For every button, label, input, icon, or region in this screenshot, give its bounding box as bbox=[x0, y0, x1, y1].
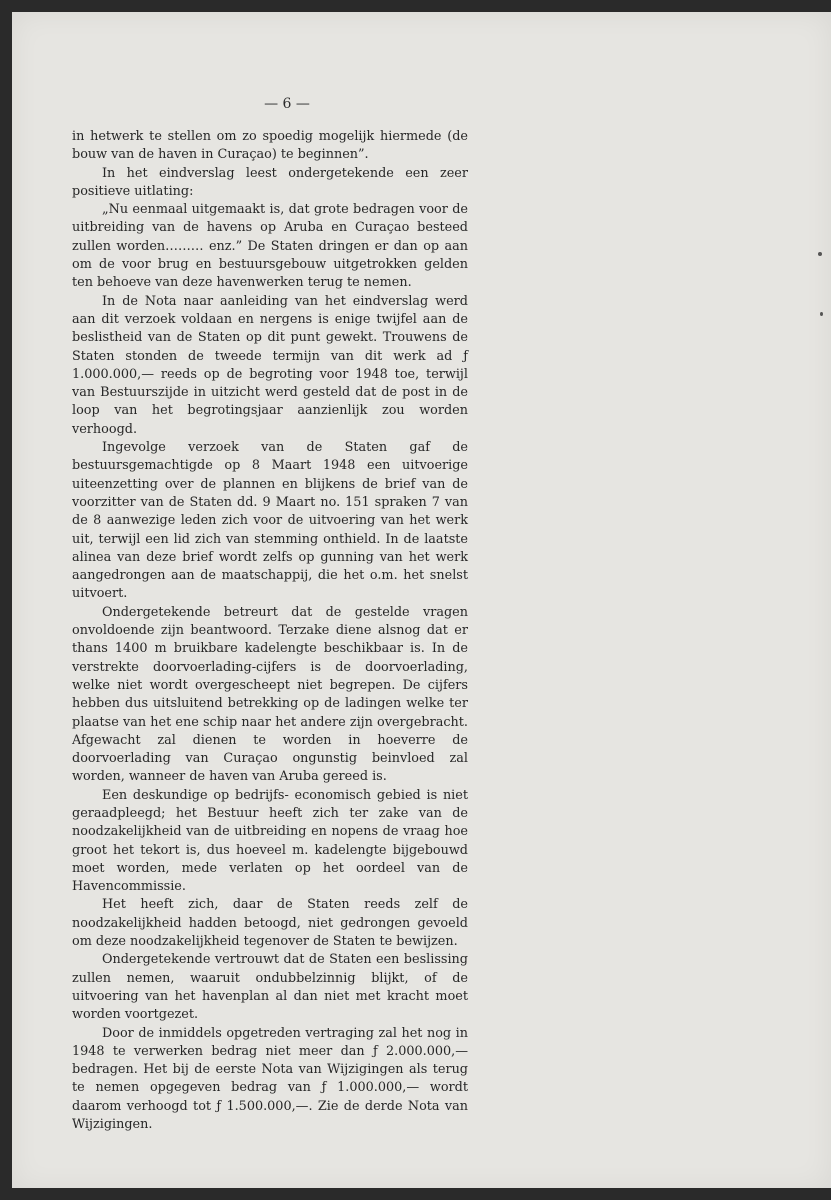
paragraph: Ondergetekende betreurt dat de gestelde vragen onvoldoende zijn beantwoord. Terzake diene alsnog dat er thans 1400 m bruikbare kadelengte beschikbaar is. In de verstrekte doorvoerlading-cijfers is de doorvoerlading, welke niet wordt overgescheept niet begrepen. De cijfers hebben dus uitsluitend betrekking op de ladingen welke ter plaatse van het ene schip naar het andere zijn overgebracht. Afgewacht zal dienen te worden in hoeverre de doorvoerlading van Curaçao ongunstig beinvloed zal worden, wanneer de haven van Aruba gereed is. bbox=[72, 604, 468, 785]
punch-hole-mark bbox=[820, 312, 823, 316]
punch-hole-mark bbox=[818, 252, 822, 256]
paragraph: Door de inmiddels opgetreden vertraging zal het nog in 1948 te verwerken bedrag niet meer dan ƒ 2.000.000,— bedragen. Het bij de eerste Nota van Wijzigingen als terug te nemen opgegeven bedrag van ƒ 1.000.000,— wordt daarom verhoogd tot ƒ 1.500.000,—. Zie de derde Nota van Wijzigingen. bbox=[72, 1025, 468, 1133]
page-number: — 6 — bbox=[264, 96, 310, 112]
paragraph: Ingevolge verzoek van de Staten gaf de bestuursgemachtigde op 8 Maart 1948 een uitvoerige uiteenzetting over de plannen en blijkens de brief van de voorzitter van de Staten dd. 9 Maart no. 151 spraken 7 van de 8 aanwezige leden zich voor de uitvoering van het werk uit, terwijl een lid zich van stemming onthield. In de laatste alinea van deze brief wordt zelfs op gunning van het werk aangedrongen aan de maatschappij, die het o.m. het snelst uitvoert. bbox=[72, 440, 468, 602]
paragraph: Het heeft zich, daar de Staten reeds zelf de noodzakelijkheid hadden betoogd, niet gedrongen gevoeld om deze noodzakelijkheid tegenover de Staten te bewijzen. bbox=[72, 897, 468, 950]
document-page bbox=[12, 12, 831, 1190]
paragraph: in hetwerk te stellen om zo spoedig mogelijk hiermede (de bouw van de haven in Curaçao) te beginnen”. bbox=[72, 129, 468, 163]
scan-border bbox=[0, 1188, 831, 1200]
document-body bbox=[72, 128, 468, 1134]
paragraph: In de Nota naar aanleiding van het eindverslag werd aan dit verzoek voldaan en nergens is enige twijfel aan de beslistheid van de Staten op dit punt gewekt. Trouwens de Staten stonden de tweede termijn van dit werk ad ƒ 1.000.000,— reeds op de begroting voor 1948 toe, terwijl van Bestuurszijde in uitzicht werd gesteld dat de post in de loop van het begrotingsjaar aanzienlijk zou worden verhoogd. bbox=[72, 293, 468, 437]
paragraph: Ondergetekende vertrouwt dat de Staten een beslissing zullen nemen, waaruit ondubbelzinnig blijkt, of de uitvoering van het havenplan al dan niet met kracht moet worden voortgezet. bbox=[72, 952, 468, 1023]
paragraph: In het eindverslag leest ondergetekende een zeer positieve uitlating: bbox=[72, 165, 468, 199]
paragraph: „Nu eenmaal uitgemaakt is, dat grote bedragen voor de uitbreiding van de havens op Aruba en Curaçao besteed zullen worden……… enz.” De Staten dringen er dan op aan om de voor brug en bestuursgebouw uitgetrokken gelden ten behoeve van deze havenwerken terug te nemen. bbox=[72, 202, 468, 291]
paragraph: Een deskundige op bedrijfs- economisch gebied is niet geraadpleegd; het Bestuur heeft zich ter zake van de noodzakelijkheid van de uitbreiding en nopens de vraag hoe groot het tekort is, dus hoeveel m. kadelengte bijgebouwd moet worden, mede verlaten op het oordeel van de Havencommissie. bbox=[72, 787, 468, 895]
